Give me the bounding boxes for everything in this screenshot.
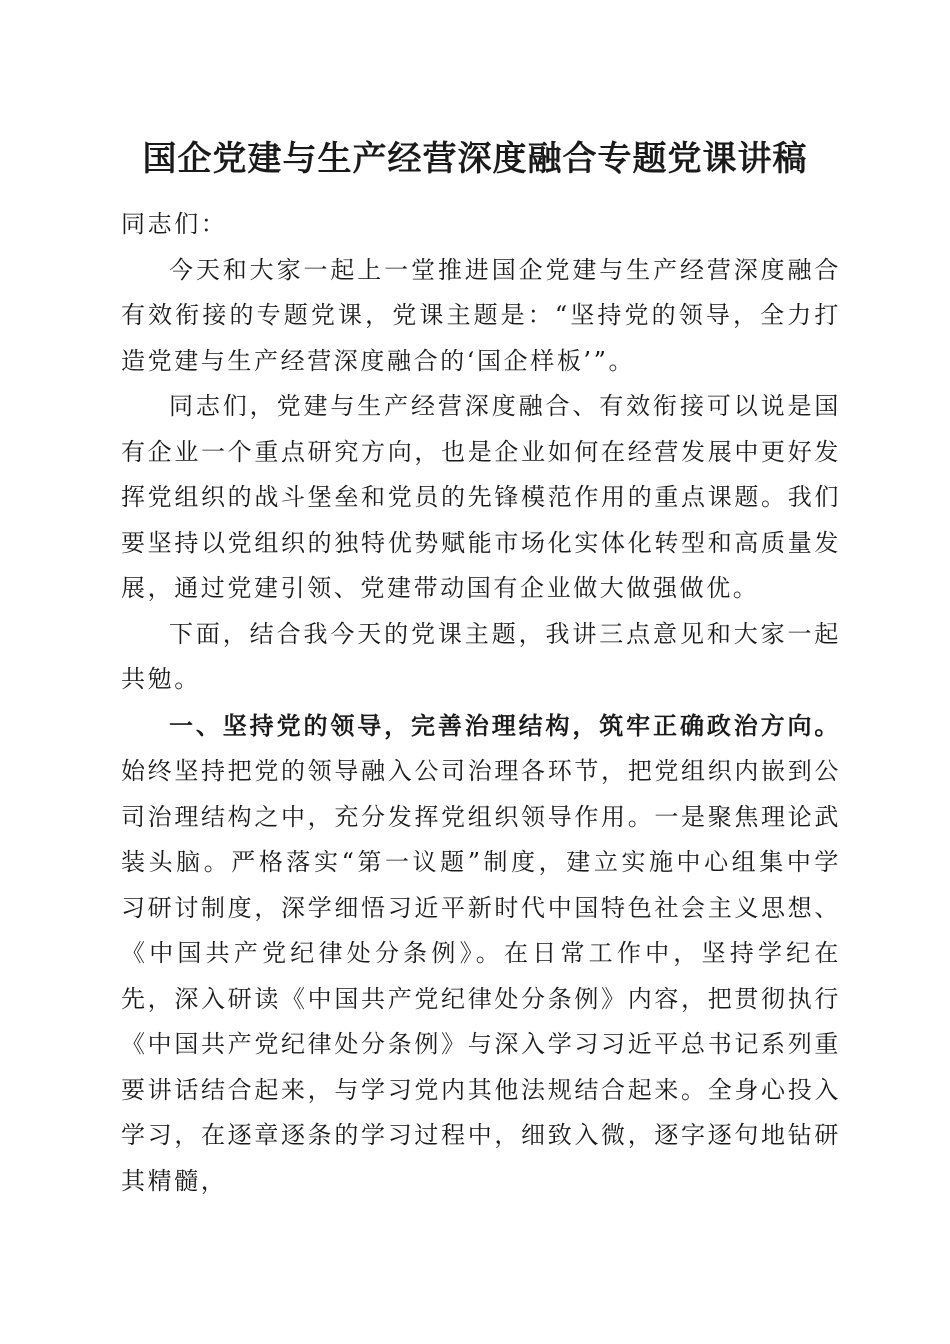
paragraph-intro: 今天和大家一起上一堂推进国企党建与生产经营深度融合有效衔接的专题党课，党课主题是：“坚持党的领导，全力打造党建与生产经营深度融合的‘国企样板’”。 (121, 255, 841, 375)
section-one (121, 703, 841, 1205)
salutation: 同志们： (121, 210, 228, 238)
paragraph-outline: 下面，结合我今天的党课主题，我讲三点意见和大家一起共勉。 (121, 619, 841, 693)
document-title: 国企党建与生产经营深度融合专题党课讲稿 (142, 139, 808, 179)
paragraph-context: 同志们，党建与生产经营深度融合、有效衔接可以说是国有企业一个重点研究方向，也是企业如何在经营发展中更好发挥党组织的战斗堡垒和党员的先锋模范作用的重点课题。我们要坚持以党组织的独特优势赋能市场化实体化转型和高质量发展，通过党建引领、党建带动国有企业做大做强做优。 (121, 392, 841, 602)
document-body (121, 202, 841, 1204)
section-one-heading: 一、坚持党的领导，完善治理结构，筑牢正确政治方向。 (169, 710, 841, 740)
section-one-text: 始终坚持把党的领导融入公司治理各环节，把党组织内嵌到公司治理结构之中，充分发挥党组织领导作用。一是聚焦理论武装头脑。严格落实“第一议题”制度，建立实施中心组集中学习研讨制度，深学细悟习近平新时代中国特色社会主义思想、《中国共产党纪律处分条例》。在日常工作中，坚持学纪在先，深入研读《中国共产党纪律处分条例》内容，把贯彻执行《中国共产党纪律处分条例》与深入学习习近平总书记系列重要讲话结合起来，与学习党内其他法规结合起来。全身心投入学习，在逐章逐条的学习过程中，细致入微，逐字逐句地钻研其精髓， (121, 757, 841, 1195)
